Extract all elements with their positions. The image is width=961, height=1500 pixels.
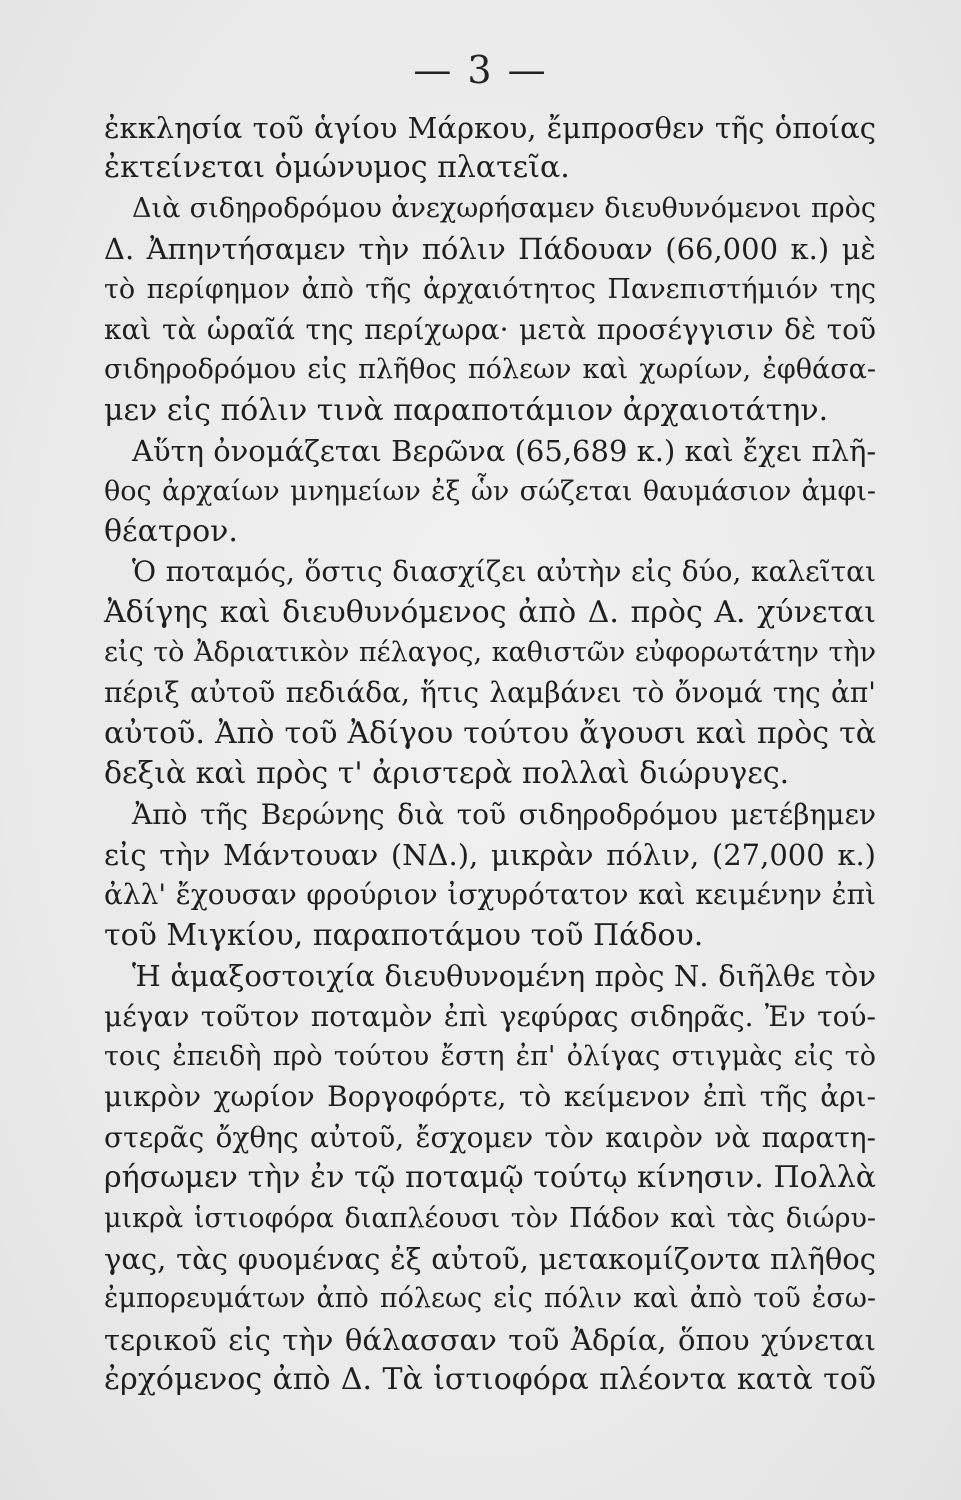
text-line: ἐκτείνεται ὁμώνυμος πλατεῖα. (104, 150, 570, 186)
text-line: θος ἀρχαίων μνημείων ἐξ ὧν σώζεται θαυμάσιον ἀμφι- (104, 475, 876, 507)
text-line: μέγαν τοῦτον ποταμὸν ἐπὶ γεφύρας σιδηρᾶς. Ἐν τού- (104, 999, 876, 1033)
text-line: στερᾶς ὄχθης αὐτοῦ, ἔσχομεν τὸν καιρὸν νὰ παρατη- (104, 1120, 876, 1154)
body-text (104, 108, 876, 1401)
text-line: θέατρον. (104, 513, 238, 549)
text-line: μικρὰ ἱστιοφόρα διαπλέουσι τὸν Πάδον καὶ τὰς διώρυ- (104, 1202, 876, 1234)
text-line: μικρὸν χωρίον Βοργοφόρτε, τὸ κείμενον ἐπὶ τῆς ἀρι- (104, 1080, 876, 1114)
text-line: Αὕτη ὀνομάζεται Βερῶνα (65,689 κ.) καὶ ἔχει πλῆ- (132, 434, 877, 469)
text-line: δεξιὰ καὶ πρὸς τ' ἀριστερὰ πολλαὶ διώρυγες. (104, 756, 790, 792)
text-line: αὐτοῦ. Ἀπὸ τοῦ Ἀδίγου τούτου ἄγουσι καὶ πρὸς τὰ (104, 715, 876, 751)
text-line: Ἡ ἁμαξοστοιχία διευθυνομένη πρὸς Ν. διῆλθε τὸν (132, 959, 876, 994)
text-line: τὸ περίφημον ἀπὸ τῆς ἀρχαιότητος Πανεπιστήμιόν της (104, 273, 876, 305)
text-line: τοις ἐπειδὴ πρὸ τούτου ἔστη ἐπ' ὀλίγας στιγμὰς εἰς τὸ (104, 1040, 876, 1072)
page-number: — 3 — (413, 48, 548, 92)
text-line: ρήσωμεν τὴν ἐν τῷ ποταμῷ τούτῳ κίνησιν. Πολλὰ (104, 1160, 876, 1196)
text-line: ἀλλ' ἔχουσαν φρούριον ἰσχυρότατον καὶ κειμένην ἐπὶ (104, 878, 876, 912)
text-line: ἐρχόμενος ἀπὸ Δ. Τὰ ἱστιοφόρα πλέοντα κατὰ τοῦ (104, 1362, 876, 1398)
text-line: σιδηροδρόμου εἰς πλῆθος πόλεων καὶ χωρίων, ἐφθάσα- (104, 354, 876, 386)
text-line: τερικοῦ εἰς τὴν θάλασσαν τοῦ Ἀδρία, ὅπου χύνεται (104, 1322, 876, 1357)
text-line: Ὁ ποταμός, ὅστις διασχίζει αὐτὴν εἰς δύο, καλεῖται (132, 555, 876, 589)
text-line: πέριξ αὐτοῦ πεδιάδα, ἥτις λαμβάνει τὸ ὄνομά της ἀπ' (104, 676, 876, 710)
text-line: Δ. Ἀπηντήσαμεν τὴν πόλιν Πάδουαν (66,000 κ.) μὲ (104, 232, 876, 267)
text-line: Ἀπὸ τῆς Βερώνης διὰ τοῦ σιδηροδρόμου μετέβημεν (132, 797, 876, 831)
text-line: γας, τὰς φυομένας ἐξ αὐτοῦ, μετακομίζοντα πλῆθος (104, 1241, 876, 1276)
text-line: μεν εἰς πόλιν τινὰ παραποτάμιον ἀρχαιοτάτην. (104, 392, 829, 428)
text-line: ἐμπορευμάτων ἀπὸ πόλεως εἰς πόλιν καὶ ἀπὸ τοῦ ἐσω- (104, 1283, 876, 1315)
text-line: εἰς τὸ Ἀδριατικὸν πέλαγος, καθιστῶν εὐφορωτάτην τὴν (104, 637, 876, 669)
text-line: Διὰ σιδηροδρόμου ἀνεχωρήσαμεν διευθυνόμενοι πρὸς (132, 192, 876, 224)
text-line: ἐκκλησία τοῦ ἁγίου Μάρκου, ἔμπροσθεν τῆς ὁποίας (104, 111, 876, 145)
text-line: τοῦ Μιγκίου, παραποτάμου τοῦ Πάδου. (104, 917, 704, 953)
text-line: εἰς τὴν Μάντουαν (ΝΔ.), μικρὰν πόλιν, (27,000 κ.) (104, 838, 876, 873)
text-line: καὶ τὰ ὡραῖά της περίχωρα· μετὰ προσέγγισιν δὲ τοῦ (104, 312, 876, 346)
text-line: Ἀδίγης καὶ διευθυνόμενος ἀπὸ Δ. πρὸς Α. χύνεται (104, 594, 876, 630)
